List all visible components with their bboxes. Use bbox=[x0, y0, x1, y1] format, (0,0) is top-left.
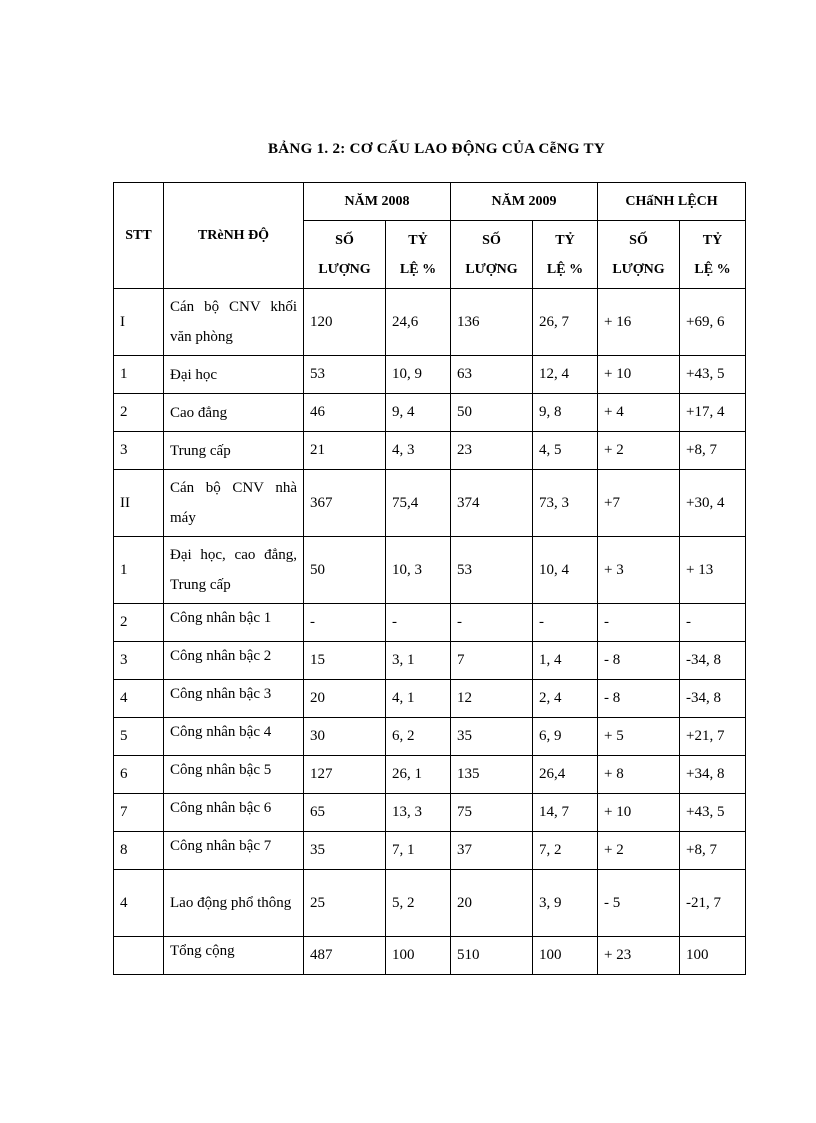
row-stt: II bbox=[114, 470, 164, 537]
row-value: 12 bbox=[451, 680, 533, 718]
row-value: 120 bbox=[304, 289, 386, 356]
row-value: 6, 2 bbox=[386, 718, 451, 756]
row-value: 3, 9 bbox=[533, 870, 598, 937]
row-value: 5, 2 bbox=[386, 870, 451, 937]
table-row bbox=[114, 537, 746, 604]
row-label: Công nhân bậc 5 bbox=[164, 756, 304, 794]
row-value: + 8 bbox=[598, 756, 680, 794]
row-value: 75 bbox=[451, 794, 533, 832]
table-row bbox=[114, 756, 746, 794]
row-value: 100 bbox=[680, 937, 746, 975]
row-value: 53 bbox=[451, 537, 533, 604]
row-label: Công nhân bậc 1 bbox=[164, 604, 304, 642]
row-value: 6, 9 bbox=[533, 718, 598, 756]
row-value: 50 bbox=[451, 394, 533, 432]
row-value: 1, 4 bbox=[533, 642, 598, 680]
row-value: 20 bbox=[451, 870, 533, 937]
table-row bbox=[114, 794, 746, 832]
header-difference: CHấNH LỆCH bbox=[598, 183, 746, 221]
row-value: - 5 bbox=[598, 870, 680, 937]
row-value: - bbox=[598, 604, 680, 642]
row-value: 26, 1 bbox=[386, 756, 451, 794]
row-value: + 23 bbox=[598, 937, 680, 975]
row-value: 63 bbox=[451, 356, 533, 394]
table-row bbox=[114, 832, 746, 870]
row-value: 65 bbox=[304, 794, 386, 832]
row-stt: 1 bbox=[114, 356, 164, 394]
row-value: 10, 9 bbox=[386, 356, 451, 394]
row-value: 4, 3 bbox=[386, 432, 451, 470]
row-label: Công nhân bậc 2 bbox=[164, 642, 304, 680]
row-label: Công nhân bậc 4 bbox=[164, 718, 304, 756]
row-value: 3, 1 bbox=[386, 642, 451, 680]
row-label: Cao đẳng bbox=[164, 394, 304, 432]
table-row bbox=[114, 870, 746, 937]
row-value: 21 bbox=[304, 432, 386, 470]
row-value: - bbox=[304, 604, 386, 642]
row-value: + 16 bbox=[598, 289, 680, 356]
table-row bbox=[114, 470, 746, 537]
row-value: + 10 bbox=[598, 794, 680, 832]
row-value: 4, 5 bbox=[533, 432, 598, 470]
row-value: 374 bbox=[451, 470, 533, 537]
row-stt: 6 bbox=[114, 756, 164, 794]
row-value: - bbox=[386, 604, 451, 642]
row-stt bbox=[114, 937, 164, 975]
table-title: BẢNG 1. 2: CƠ CẤU LAO ĐỘNG CỦA CễNG TY bbox=[268, 141, 605, 157]
row-value: 135 bbox=[451, 756, 533, 794]
row-stt: 4 bbox=[114, 870, 164, 937]
table-row bbox=[114, 394, 746, 432]
header-trinh-do: TRèNH ĐỘ bbox=[164, 183, 304, 289]
row-value: +8, 7 bbox=[680, 832, 746, 870]
table-row bbox=[114, 680, 746, 718]
row-value: 30 bbox=[304, 718, 386, 756]
row-label: Cán bộ CNV nhà máy bbox=[164, 470, 304, 537]
row-label: Tổng cộng bbox=[164, 937, 304, 975]
row-value: 9, 4 bbox=[386, 394, 451, 432]
row-label: Lao động phổ thông bbox=[164, 870, 304, 937]
row-value: +43, 5 bbox=[680, 794, 746, 832]
row-value: -34, 8 bbox=[680, 680, 746, 718]
header-so-luong: SỐ LƯỢNG bbox=[451, 221, 533, 289]
table-row bbox=[114, 289, 746, 356]
row-value: +30, 4 bbox=[680, 470, 746, 537]
row-value: 35 bbox=[451, 718, 533, 756]
row-value: 7, 2 bbox=[533, 832, 598, 870]
row-stt: 2 bbox=[114, 394, 164, 432]
row-value: -34, 8 bbox=[680, 642, 746, 680]
row-label: Đại học, cao đẳng, Trung cấp bbox=[164, 537, 304, 604]
row-stt: 3 bbox=[114, 642, 164, 680]
row-value: 53 bbox=[304, 356, 386, 394]
row-label: Đại học bbox=[164, 356, 304, 394]
row-value: 7 bbox=[451, 642, 533, 680]
row-stt: I bbox=[114, 289, 164, 356]
row-stt: 7 bbox=[114, 794, 164, 832]
table-body bbox=[114, 289, 746, 975]
row-stt: 5 bbox=[114, 718, 164, 756]
row-value: 136 bbox=[451, 289, 533, 356]
header-ty-le: TỶ LỆ % bbox=[680, 221, 746, 289]
table-row bbox=[114, 718, 746, 756]
row-value: 13, 3 bbox=[386, 794, 451, 832]
row-value: 2, 4 bbox=[533, 680, 598, 718]
row-value: 26,4 bbox=[533, 756, 598, 794]
labor-structure-table bbox=[113, 182, 746, 975]
table-row bbox=[114, 937, 746, 975]
row-value: 73, 3 bbox=[533, 470, 598, 537]
row-value: 9, 8 bbox=[533, 394, 598, 432]
header-ty-le: TỶ LỆ % bbox=[386, 221, 451, 289]
row-value: 510 bbox=[451, 937, 533, 975]
table-row bbox=[114, 432, 746, 470]
row-label: Cán bộ CNV khối văn phòng bbox=[164, 289, 304, 356]
row-value: + 5 bbox=[598, 718, 680, 756]
row-value: 26, 7 bbox=[533, 289, 598, 356]
row-value: 46 bbox=[304, 394, 386, 432]
row-value: +69, 6 bbox=[680, 289, 746, 356]
row-value: - bbox=[533, 604, 598, 642]
row-value: 100 bbox=[386, 937, 451, 975]
header-year-2008: NĂM 2008 bbox=[304, 183, 451, 221]
row-value: 15 bbox=[304, 642, 386, 680]
row-value: +21, 7 bbox=[680, 718, 746, 756]
row-value: 10, 3 bbox=[386, 537, 451, 604]
row-value: 10, 4 bbox=[533, 537, 598, 604]
row-value: 7, 1 bbox=[386, 832, 451, 870]
row-value: 75,4 bbox=[386, 470, 451, 537]
row-value: + 2 bbox=[598, 432, 680, 470]
row-value: 14, 7 bbox=[533, 794, 598, 832]
row-label: Công nhân bậc 7 bbox=[164, 832, 304, 870]
row-value: 12, 4 bbox=[533, 356, 598, 394]
row-stt: 1 bbox=[114, 537, 164, 604]
header-so-luong: SỐ LƯỢNG bbox=[304, 221, 386, 289]
header-year-2009: NĂM 2009 bbox=[451, 183, 598, 221]
row-value: 35 bbox=[304, 832, 386, 870]
table-row bbox=[114, 604, 746, 642]
row-value: +7 bbox=[598, 470, 680, 537]
row-value: 127 bbox=[304, 756, 386, 794]
row-value: 37 bbox=[451, 832, 533, 870]
row-value: - 8 bbox=[598, 642, 680, 680]
row-value: 100 bbox=[533, 937, 598, 975]
row-value: 20 bbox=[304, 680, 386, 718]
row-value: + 4 bbox=[598, 394, 680, 432]
row-value: 24,6 bbox=[386, 289, 451, 356]
row-value: - bbox=[680, 604, 746, 642]
row-stt: 8 bbox=[114, 832, 164, 870]
row-label: Công nhân bậc 6 bbox=[164, 794, 304, 832]
row-value: +17, 4 bbox=[680, 394, 746, 432]
row-value: 50 bbox=[304, 537, 386, 604]
row-value: +43, 5 bbox=[680, 356, 746, 394]
row-value: + 13 bbox=[680, 537, 746, 604]
table-row bbox=[114, 356, 746, 394]
row-value: 487 bbox=[304, 937, 386, 975]
row-label: Công nhân bậc 3 bbox=[164, 680, 304, 718]
row-value: 23 bbox=[451, 432, 533, 470]
row-value: 25 bbox=[304, 870, 386, 937]
table-row bbox=[114, 642, 746, 680]
row-value: +8, 7 bbox=[680, 432, 746, 470]
row-value: 4, 1 bbox=[386, 680, 451, 718]
row-label: Trung cấp bbox=[164, 432, 304, 470]
row-value: 367 bbox=[304, 470, 386, 537]
row-value: -21, 7 bbox=[680, 870, 746, 937]
row-stt: 3 bbox=[114, 432, 164, 470]
row-stt: 4 bbox=[114, 680, 164, 718]
row-value: - 8 bbox=[598, 680, 680, 718]
header-stt: STT bbox=[114, 183, 164, 289]
row-stt: 2 bbox=[114, 604, 164, 642]
row-value: + 2 bbox=[598, 832, 680, 870]
header-so-luong: SỐ LƯỢNG bbox=[598, 221, 680, 289]
header-ty-le: TỶ LỆ % bbox=[533, 221, 598, 289]
row-value: - bbox=[451, 604, 533, 642]
row-value: + 3 bbox=[598, 537, 680, 604]
row-value: +34, 8 bbox=[680, 756, 746, 794]
row-value: + 10 bbox=[598, 356, 680, 394]
